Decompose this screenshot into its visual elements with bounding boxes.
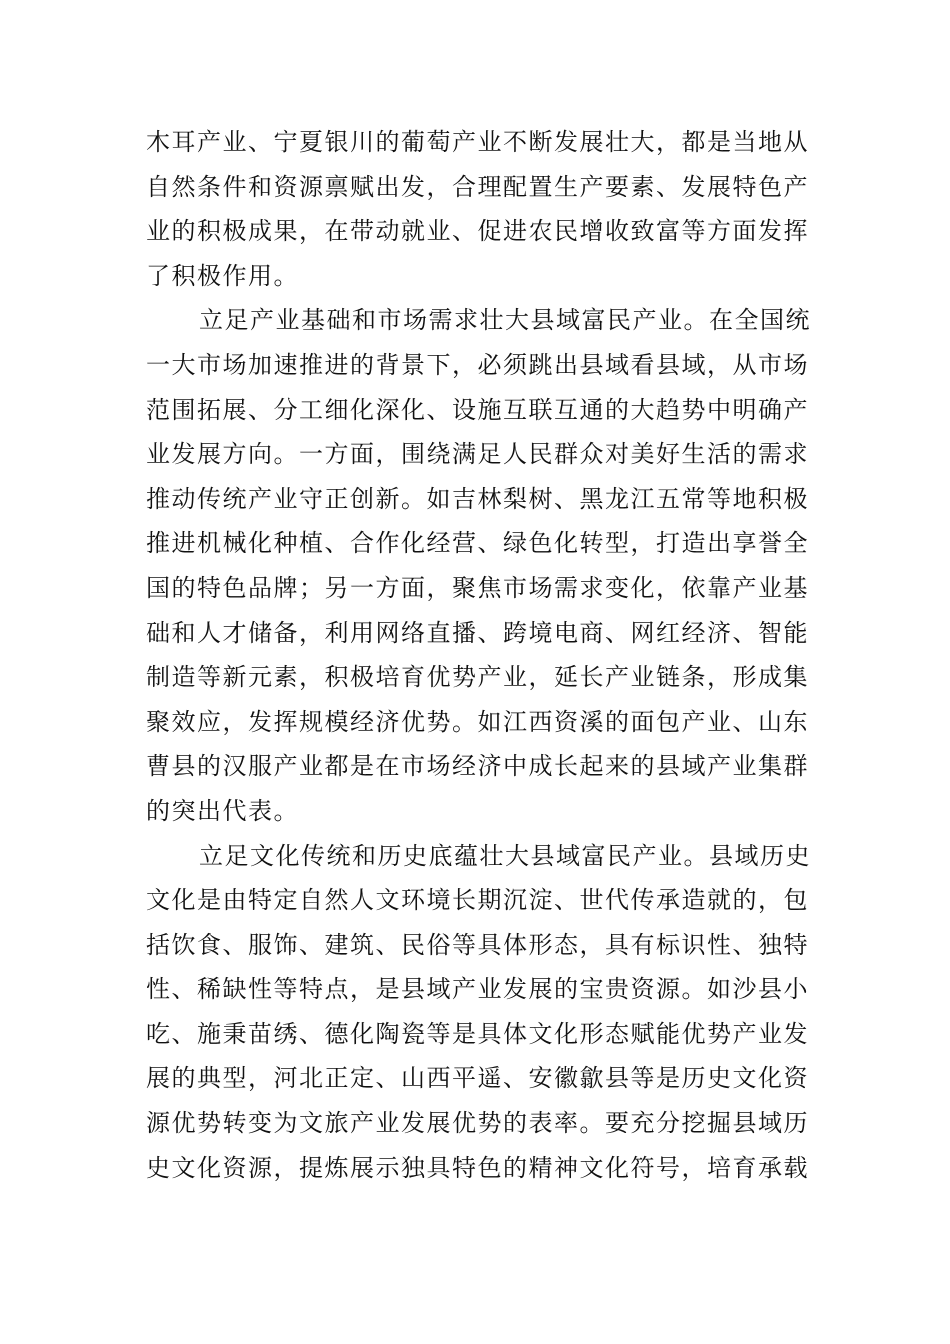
text-line: 曹县的汉服产业都是在市场经济中成长起来的县域产业集群 [146,752,809,781]
text-line: 自然条件和资源禀赋出发，合理配置生产要素、发展特色产 [146,172,809,201]
text-line: 吃、施秉苗绣、德化陶瓷等是具体文化形态赋能优势产业发 [146,1019,809,1048]
text-line: 推动传统产业守正创新。如吉林梨树、黑龙江五常等地积极 [146,484,809,513]
text-line: 展的典型，河北正定、山西平遥、安徽歙县等是历史文化资 [146,1064,809,1093]
text-line: 业发展方向。一方面，围绕满足人民群众对美好生活的需求 [146,440,809,469]
text-line: 括饮食、服饰、建筑、民俗等具体形态，具有标识性、独特 [146,930,809,959]
text-line: 一大市场加速推进的背景下，必须跳出县域看县域，从市场 [146,350,809,379]
text-line: 性、稀缺性等特点，是县域产业发展的宝贵资源。如沙县小 [146,975,809,1004]
text-line: 业的积极成果，在带动就业、促进农民增收致富等方面发挥 [146,217,809,246]
text-line: 史文化资源，提炼展示独具特色的精神文化符号，培育承载 [146,1153,809,1182]
text-line: 的突出代表。 [146,796,299,825]
paragraph-first-line: 立足文化传统和历史底蕴壮大县域富民产业。县域历史 [199,841,811,870]
text-line: 聚效应，发挥规模经济优势。如江西资溪的面包产业、山东 [146,707,809,736]
text-line: 推进机械化种植、合作化经营、绿色化转型，打造出享誉全 [146,529,809,558]
text-line: 础和人才储备，利用网络直播、跨境电商、网红经济、智能 [146,618,809,647]
text-line: 范围拓展、分工细化深化、设施互联互通的大趋势中明确产 [146,395,809,424]
paragraph-first-line: 立足产业基础和市场需求壮大县域富民产业。在全国统 [199,306,811,335]
text-line: 了积极作用。 [146,261,299,290]
text-line: 源优势转变为文旅产业发展优势的表率。要充分挖掘县域历 [146,1109,809,1138]
text-line: 国的特色品牌；另一方面，聚焦市场需求变化，依靠产业基 [146,573,809,602]
document-body [146,120,811,1190]
text-line: 文化是由特定自然人文环境长期沉淀、世代传承造就的，包 [146,886,809,915]
text-line: 制造等新元素，积极培育优势产业，延长产业链条，形成集 [146,663,809,692]
text-line: 木耳产业、宁夏银川的葡萄产业不断发展壮大，都是当地从 [146,128,809,156]
